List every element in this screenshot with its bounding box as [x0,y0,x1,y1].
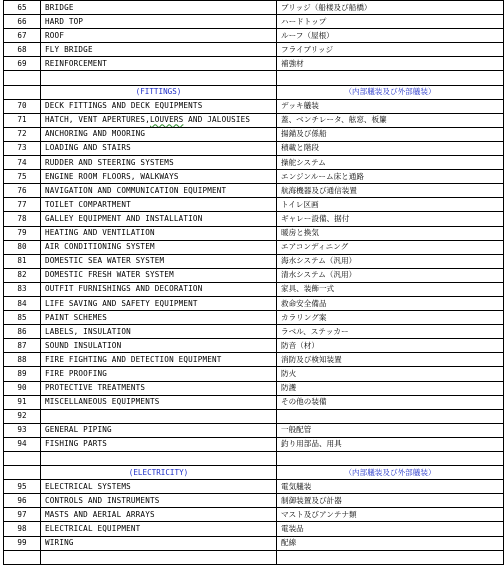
item-english-name: FISHING PARTS [41,437,277,451]
item-number: 74 [4,156,41,170]
table-row [4,423,504,437]
item-japanese-name: 操舵システム [277,156,504,170]
table-row [4,353,504,367]
item-number: 79 [4,226,41,240]
item-english-name: OUTFIT FURNISHINGS AND DECORATION [41,282,277,296]
item-english-name: ANCHORING AND MOORING [41,127,277,141]
item-japanese-name: 防火 [277,367,504,381]
item-english-name: LABELS, INSULATION [41,325,277,339]
item-english-name: MASTS AND AERIAL ARRAYS [41,508,277,522]
table-row [4,15,504,29]
item-number: 71 [4,113,41,127]
section-title-japanese: （内部艤装及び外部艤装） [277,466,504,480]
item-english-name: ENGINE ROOM FLOORS, WALKWAYS [41,170,277,184]
blank-cell [277,71,504,85]
item-number: 99 [4,536,41,550]
item-number: 81 [4,254,41,268]
item-number: 67 [4,29,41,43]
item-japanese-name: 家具、装飾一式 [277,282,504,296]
item-english-name: CONTROLS AND INSTRUMENTS [41,494,277,508]
item-number: 86 [4,325,41,339]
item-english-name: HARD TOP [41,15,277,29]
item-english-name: BRIDGE [41,1,277,15]
item-english-name: FIRE FIGHTING AND DETECTION EQUIPMENT [41,353,277,367]
item-english-name: PAINT SCHEMES [41,311,277,325]
table-row [4,113,504,127]
item-english-name: FIRE PROOFING [41,367,277,381]
item-number: 96 [4,494,41,508]
table-row [4,282,504,296]
table-row [4,480,504,494]
item-japanese-name: マスト及びアンテナ類 [277,508,504,522]
item-japanese-name: その他の装備 [277,395,504,409]
item-english-name: AIR CONDITIONING SYSTEM [41,240,277,254]
blank-cell [4,550,41,564]
item-number: 90 [4,381,41,395]
item-japanese-name: フライブリッジ [277,43,504,57]
table-row [4,494,504,508]
table-row [4,508,504,522]
item-number: 89 [4,367,41,381]
table-row [4,141,504,155]
item-number: 68 [4,43,41,57]
item-english-name: DOMESTIC SEA WATER SYSTEM [41,254,277,268]
item-number: 93 [4,423,41,437]
item-number: 65 [4,1,41,15]
item-japanese-name: 暖房と換気 [277,226,504,240]
spellcheck-marked-word: LOUVERS [149,115,184,125]
item-japanese-name: 清水システム（汎用） [277,268,504,282]
item-english-name [41,113,277,127]
item-japanese-name: ルーフ（屋根） [277,29,504,43]
item-number: 87 [4,339,41,353]
table-row [4,198,504,212]
table-row [4,254,504,268]
item-japanese-name: ギャレー設備、据付 [277,212,504,226]
item-japanese-name: 積載と階段 [277,141,504,155]
item-japanese-name: 防音（材） [277,339,504,353]
item-japanese-name: 揚錨及び係船 [277,127,504,141]
item-japanese-name: 制御装置及び計器 [277,494,504,508]
table-row [4,127,504,141]
item-number: 83 [4,282,41,296]
section-header-row [4,466,504,480]
item-english-name: FLY BRIDGE [41,43,277,57]
table-row [4,325,504,339]
item-japanese-name: 釣り用部品、用具 [277,437,504,451]
table-row [4,184,504,198]
item-japanese-name: 航海機器及び通信装置 [277,184,504,198]
table-row [4,156,504,170]
item-number: 82 [4,268,41,282]
section-header-row [4,85,504,99]
item-number: 95 [4,480,41,494]
item-english-name: LOADING AND STAIRS [41,141,277,155]
blank-cell [4,85,41,99]
table-row [4,381,504,395]
item-japanese-name: ハードトップ [277,15,504,29]
table-row [4,311,504,325]
specification-table [3,0,504,565]
table-row [4,212,504,226]
item-english-name [41,409,277,423]
blank-cell [277,550,504,564]
table-row [4,226,504,240]
blank-row [4,71,504,85]
item-english-name: DOMESTIC FRESH WATER SYSTEM [41,268,277,282]
item-english-name: LIFE SAVING AND SAFETY EQUIPMENT [41,296,277,310]
item-number: 80 [4,240,41,254]
item-number: 75 [4,170,41,184]
item-japanese-name [277,409,504,423]
item-number: 91 [4,395,41,409]
item-number: 70 [4,99,41,113]
table-row [4,170,504,184]
item-english-name-part: HATCH, VENT APERTURES, [45,115,150,125]
item-english-name: SOUND INSULATION [41,339,277,353]
item-japanese-name: エアコンディニング [277,240,504,254]
table-row [4,268,504,282]
item-english-name: ELECTRICAL EQUIPMENT [41,522,277,536]
item-english-name: GENERAL PIPING [41,423,277,437]
table-row [4,43,504,57]
item-number: 94 [4,437,41,451]
table-row [4,437,504,451]
item-japanese-name: 消防及び検知装置 [277,353,504,367]
item-japanese-name: エンジンルーム床と通路 [277,170,504,184]
item-japanese-name: 電装品 [277,522,504,536]
item-english-name: WIRING [41,536,277,550]
blank-row [4,550,504,564]
item-number: 73 [4,141,41,155]
item-japanese-name: ブリッジ（船楼及び船橋） [277,1,504,15]
item-english-name: ELECTRICAL SYSTEMS [41,480,277,494]
table-row [4,296,504,310]
item-number: 92 [4,409,41,423]
item-japanese-name: 海水システム（汎用） [277,254,504,268]
table-row [4,367,504,381]
item-english-name: PROTECTIVE TREATMENTS [41,381,277,395]
item-japanese-name: 配線 [277,536,504,550]
item-number: 97 [4,508,41,522]
item-japanese-name: ラベル、ステッカー [277,325,504,339]
table-body [4,1,504,565]
table-row [4,395,504,409]
item-english-name: REINFORCEMENT [41,57,277,71]
item-number: 78 [4,212,41,226]
item-number: 85 [4,311,41,325]
item-number: 72 [4,127,41,141]
item-english-name: TOILET COMPARTMENT [41,198,277,212]
table-row [4,99,504,113]
section-title-english: (FITTINGS) [41,85,277,99]
blank-cell [41,71,277,85]
table-row [4,1,504,15]
item-japanese-name: 蓋、ベンチレータ、舷窓、板簾 [277,113,504,127]
item-english-name: NAVIGATION AND COMMUNICATION EQUIPMENT [41,184,277,198]
blank-cell [41,452,277,466]
item-number: 66 [4,15,41,29]
item-english-name: HEATING AND VENTILATION [41,226,277,240]
table-row [4,29,504,43]
item-english-name: RUDDER AND STEERING SYSTEMS [41,156,277,170]
item-japanese-name: デッキ艤装 [277,99,504,113]
blank-cell [41,550,277,564]
blank-row [4,452,504,466]
blank-cell [4,452,41,466]
item-japanese-name: 救命安全備品 [277,296,504,310]
item-japanese-name: 補強材 [277,57,504,71]
table-row [4,409,504,423]
item-number: 69 [4,57,41,71]
item-japanese-name: カラリング案 [277,311,504,325]
item-japanese-name: トイレ区画 [277,198,504,212]
item-english-name: ROOF [41,29,277,43]
blank-cell [277,452,504,466]
item-number: 88 [4,353,41,367]
table-row [4,240,504,254]
table-row [4,57,504,71]
table-row [4,536,504,550]
item-number: 76 [4,184,41,198]
item-japanese-name: 防護 [277,381,504,395]
item-number: 84 [4,296,41,310]
item-number: 77 [4,198,41,212]
table-row [4,339,504,353]
blank-cell [4,71,41,85]
item-english-name-part: AND JALOUSIES [183,115,251,125]
section-title-japanese: （内部艤装及び外部艤装） [277,85,504,99]
item-japanese-name: 一般配管 [277,423,504,437]
item-english-name: GALLEY EQUIPMENT AND INSTALLATION [41,212,277,226]
item-english-name: DECK FITTINGS AND DECK EQUIPMENTS [41,99,277,113]
item-english-name: MISCELLANEOUS EQUIPMENTS [41,395,277,409]
section-title-english: (ELECTRICITY) [41,466,277,480]
table-row [4,522,504,536]
blank-cell [4,466,41,480]
item-number: 98 [4,522,41,536]
item-japanese-name: 電気艤装 [277,480,504,494]
